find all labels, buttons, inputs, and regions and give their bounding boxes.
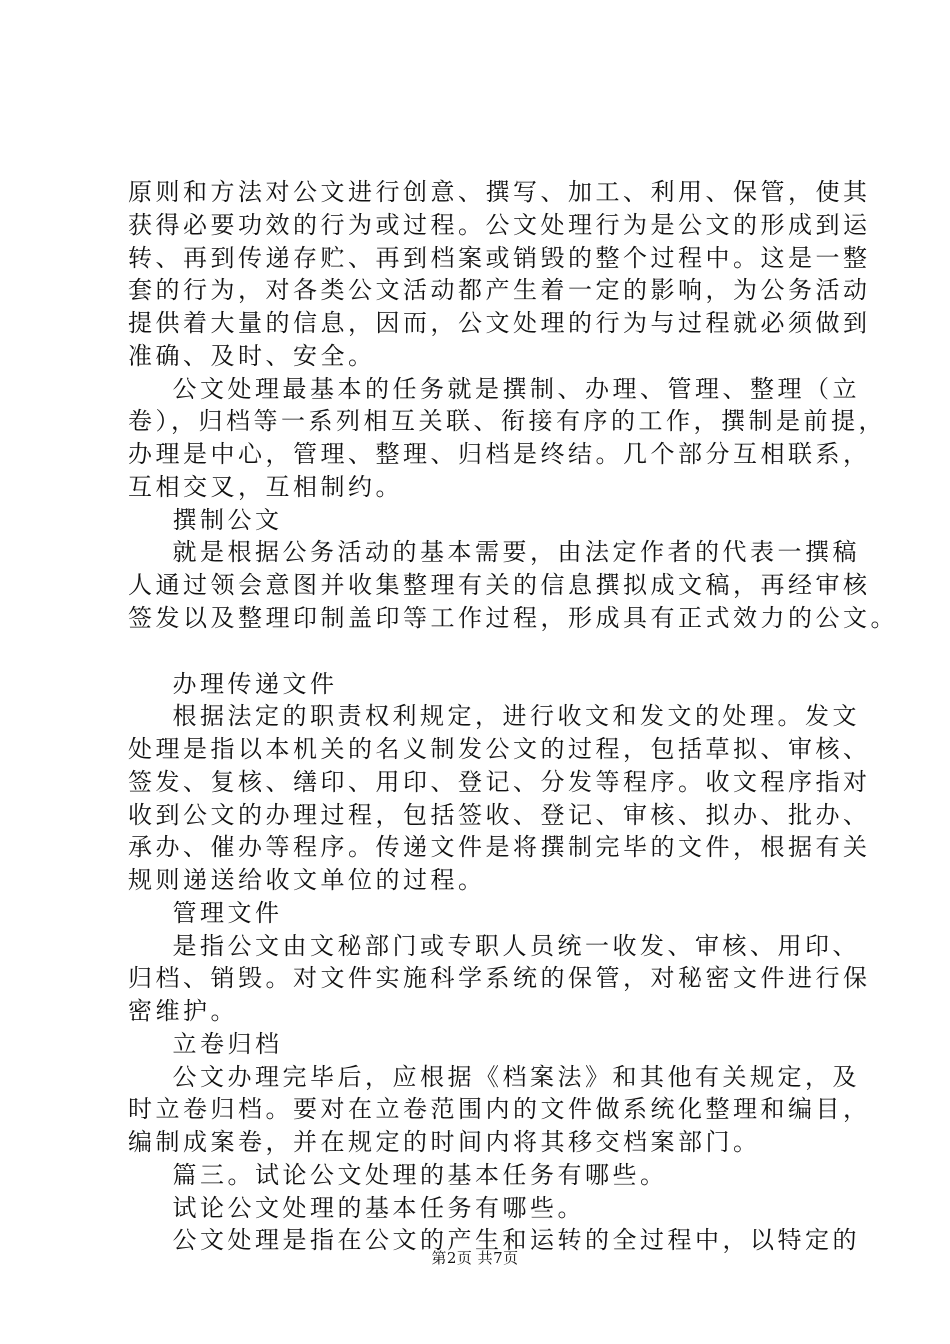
text-line: 收到公文的办理过程，包括签收、登记、审核、拟办、批办、	[128, 800, 871, 829]
section-heading: 撰制公文	[128, 505, 283, 534]
text-line: 时立卷归档。要对在立卷范围内的文件做系统化整理和编目，	[128, 1095, 871, 1124]
section-heading: 办理传递文件	[128, 669, 338, 698]
text-line: 原则和方法对公文进行创意、撰写、加工、利用、保管，使其	[128, 178, 871, 206]
text-line: 是指公文由文秘部门或专职人员统一收发、审核、用印、	[128, 931, 861, 960]
text-line: 签发以及整理印制盖印等工作过程，形成具有正式效力的公文。	[128, 603, 898, 632]
text-line: 办理是中心，管理、整理、归档是终结。几个部分互相联系，	[128, 440, 871, 468]
text-line: 公文处理最基本的任务就是撰制、办理、管理、整理（立	[128, 374, 861, 403]
text-line: 人通过领会意图并收集整理有关的信息撰拟成文稿，再经审核	[128, 571, 871, 599]
text-line: 套的行为，对各类公文活动都产生着一定的影响，为公务活动	[128, 276, 871, 305]
text-line: 篇三。试论公文处理的基本任务有哪些。	[128, 1160, 668, 1189]
text-line: 转、再到传递存贮、再到档案或销毁的整个过程中。这是一整	[128, 243, 871, 272]
document-body	[128, 176, 898, 1257]
text-line: 获得必要功效的行为或过程。公文处理行为是公文的形成到运	[128, 210, 871, 239]
text-line: 试论公文处理的基本任务有哪些。	[128, 1193, 586, 1222]
text-line: 承办、催办等程序。传递文件是将撰制完毕的文件，根据有关	[128, 833, 871, 862]
page-number-label: 第2页 共7页	[431, 1249, 519, 1267]
text-line: 公文办理完毕后，应根据《档案法》和其他有关规定，及	[128, 1062, 861, 1091]
text-line: 密维护。	[128, 997, 238, 1025]
text-line: 准确、及时、安全。	[128, 341, 376, 370]
text-line: 卷），归档等一系列相互关联、衔接有序的工作，撰制是前提，	[128, 407, 886, 436]
text-line: 编制成案卷，并在规定的时间内将其移交档案部门。	[128, 1128, 761, 1156]
text-line: 就是根据公务活动的基本需要，由法定作者的代表一撰稿	[128, 538, 861, 567]
text-line: 根据法定的职责权利规定，进行收文和发文的处理。发文	[128, 702, 861, 731]
text-line: 处理是指以本机关的名义制发公文的过程，包括草拟、审核、	[128, 735, 871, 763]
text-line: 提供着大量的信息，因而，公文处理的行为与过程就必须做到	[128, 309, 871, 337]
text-line: 签发、复核、缮印、用印、登记、分发等程序。收文程序指对	[128, 767, 871, 796]
text-line: 规则递送给收文单位的过程。	[128, 866, 486, 894]
section-heading: 管理文件	[128, 898, 283, 927]
text-line: 互相交叉，互相制约。	[128, 472, 403, 501]
page-footer	[0, 1247, 950, 1268]
section-heading: 立卷归档	[128, 1029, 283, 1058]
blank-line	[128, 635, 828, 668]
text-line: 公文处理是指在公文的产生和运转的全过程中，以特定的	[128, 1226, 861, 1255]
text-line: 归档、销毁。对文件实施科学系统的保管，对秘密文件进行保	[128, 964, 871, 993]
